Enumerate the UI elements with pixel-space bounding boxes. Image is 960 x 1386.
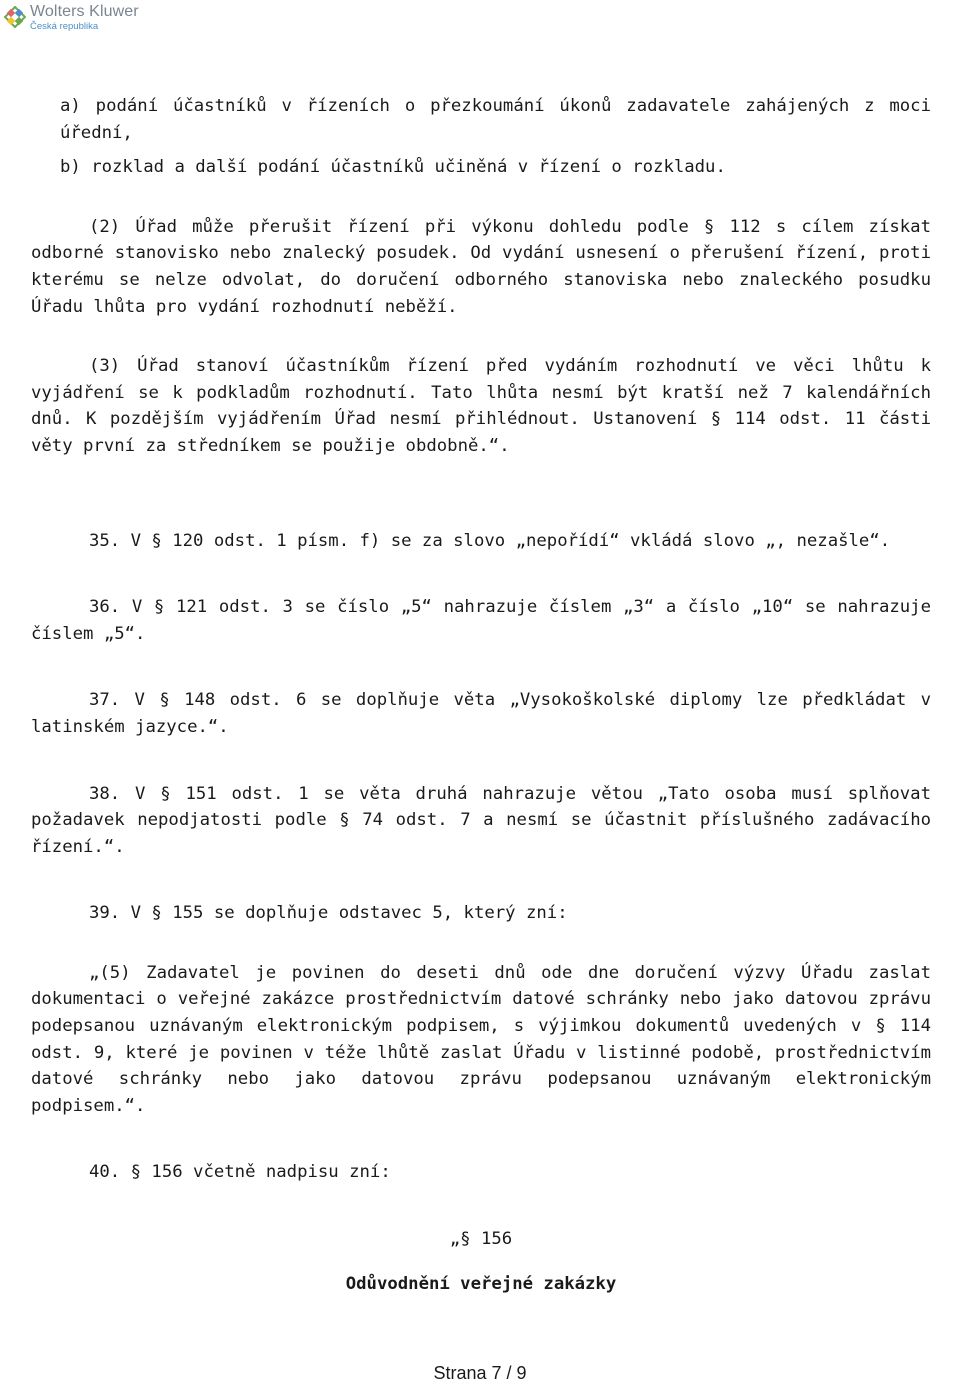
document-body	[31, 93, 931, 1297]
point-40: 40. § 156 včetně nadpisu zní:	[89, 1162, 391, 1183]
point-39: 39. V § 155 se doplňuje odstavec 5, který zní:	[89, 903, 568, 924]
paragraph-3: (3) Úřad stanoví účastníkům řízení před vydáním rozhodnutí ve věci lhůtu k vyjádření se k podkladům rozhodnutí. Tato lhůta nesmí být kratší než 7 kalendářních dnů. K pozdějším vyjádřením Úřad nesmí přihlédnout. Ustanovení § 114 odst. 11 části věty první za středníkem se použije obdobně.“.	[31, 356, 931, 456]
point-36: 36. V § 121 odst. 3 se číslo „5“ nahrazuje číslem „3“ a číslo „10“ se nahrazuje číslem „5“.	[31, 597, 931, 644]
point-37: 37. V § 148 odst. 6 se doplňuje věta „Vysokoškolské diplomy lze předkládat v latinském jazyce.“.	[31, 690, 931, 737]
section-title: Odůvodnění veřejné zakázky	[345, 1273, 617, 1294]
point-35: 35. V § 120 odst. 1 písm. f) se za slovo „nepořídí“ vkládá slovo „, nezašle“.	[89, 530, 891, 551]
page-number: Strana 7 / 9	[433, 1363, 527, 1383]
brand-subtitle: Česká republika	[30, 21, 99, 32]
paragraph-2: (2) Úřad může přerušit řízení při výkonu dohledu podle § 112 s cílem získat odborné stanovisko nebo znalecký posudek. Od vydání usnesení o přerušení řízení, proti kterému se nelze odvolat, do doručení odborného stanoviska nebo znaleckého posudku Úřadu lhůta pro vydání rozhodnutí neběží.	[31, 216, 931, 317]
paragraph-5-quote: „(5) Zadavatel je povinen do deseti dnů ode dne doručení výzvy Úřadu zaslat dokumentaci o veřejné zakázce prostřednictvím datové schránky nebo jako datovou zprávu podepsanou uznávaným elektronickým podpisem, s výjimkou dokumentů uvedených v § 114 odst. 9, které je povinen v téže lhůtě zaslat Úřadu v listinné podobě, prostřednictvím datové schránky nebo jako datovou zprávu podepsanou uznávaným elektronickým podpisem.“.	[31, 962, 931, 1116]
section-heading: „§ 156	[449, 1229, 513, 1250]
wolters-kluwer-logo	[4, 4, 139, 36]
list-item-b: b) rozklad a další podání účastníků učiněná v řízení o rozkladu.	[60, 157, 726, 178]
list-item-a: a) podání účastníků v řízeních o přezkoumání úkonů zadavatele zahájených z moci úřední,	[60, 96, 931, 143]
point-38: 38. V § 151 odst. 1 se věta druhá nahrazuje větou „Tato osoba musí splňovat požadavek nepodjatosti podle § 74 odst. 7 a nesmí se účastnit příslušného zadávacího řízení.“.	[31, 783, 931, 857]
wolters-kluwer-logo-icon	[4, 6, 26, 28]
brand-name: Wolters Kluwer	[30, 3, 139, 20]
